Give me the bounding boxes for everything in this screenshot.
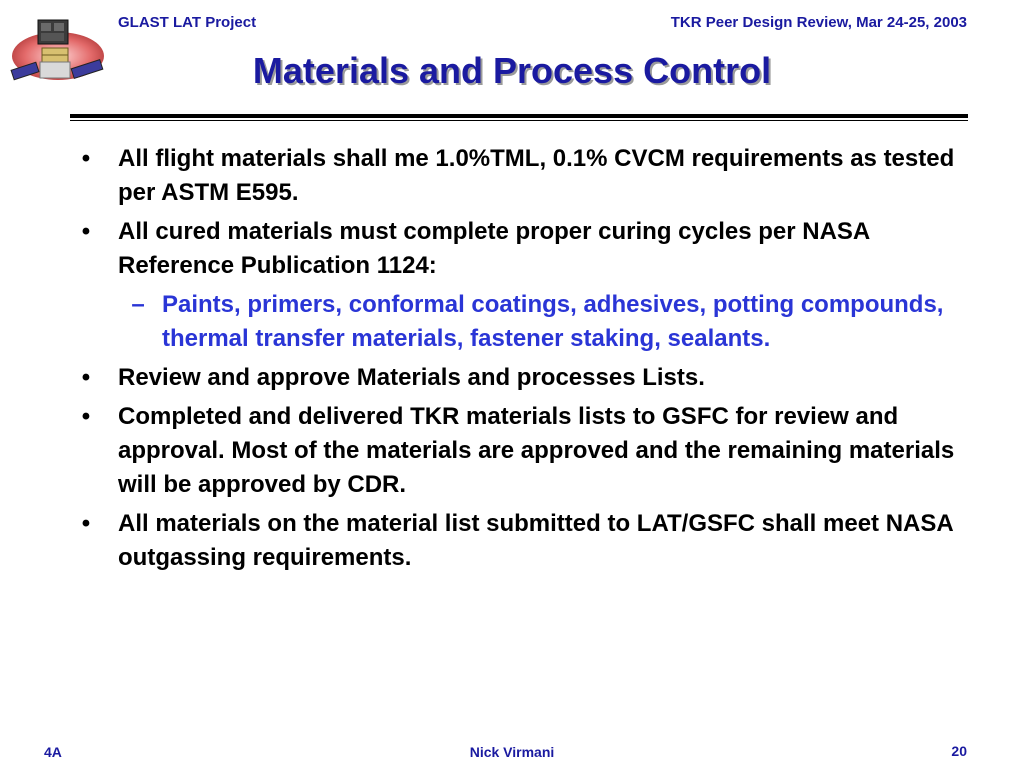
header-review: TKR Peer Design Review, Mar 24-25, 2003 <box>670 14 967 31</box>
header-project: GLAST LAT Project <box>118 14 257 31</box>
bullet-mark: • <box>81 510 91 537</box>
title-rule-thick <box>70 114 968 118</box>
footer-author: Nick Virmani <box>469 744 555 760</box>
sub-bullet-mark: – <box>131 291 145 318</box>
sub-bullet-text: Paints, primers, conformal coatings, adhesives, potting compounds, thermal transfer materials, fastener staking, sealants. <box>162 291 944 352</box>
title-rule-thin <box>70 120 968 121</box>
bullet-list <box>76 142 956 580</box>
footer-page-number: 20 <box>951 743 967 759</box>
bullet-mark: • <box>81 145 91 172</box>
footer-section: 4A <box>44 744 62 760</box>
slide-title: Materials and Process Control <box>252 50 772 91</box>
bullet-item <box>76 400 956 502</box>
bullet-text: Completed and delivered TKR materials lists to GSFC for review and approval. Most of the materials are approved and the remaining materials will be approved by CDR. <box>118 403 955 498</box>
bullet-text: All materials on the material list submitted to LAT/GSFC shall meet NASA outgassing requirements. <box>118 510 953 571</box>
bullet-text: Review and approve Materials and processes Lists. <box>118 364 705 391</box>
bullet-item <box>76 142 956 210</box>
bullet-text: All cured materials must complete proper curing cycles per NASA Reference Publication 1124: <box>118 218 870 279</box>
sub-bullet-item <box>76 288 956 356</box>
bullet-item <box>76 507 956 575</box>
bullet-item <box>76 215 956 283</box>
bullet-mark: • <box>81 403 91 430</box>
bullet-item <box>76 361 956 395</box>
bullet-text: All flight materials shall me 1.0%TML, 0.1% CVCM requirements as tested per ASTM E595. <box>118 145 955 206</box>
bullet-mark: • <box>81 364 91 391</box>
bullet-mark: • <box>81 218 91 245</box>
